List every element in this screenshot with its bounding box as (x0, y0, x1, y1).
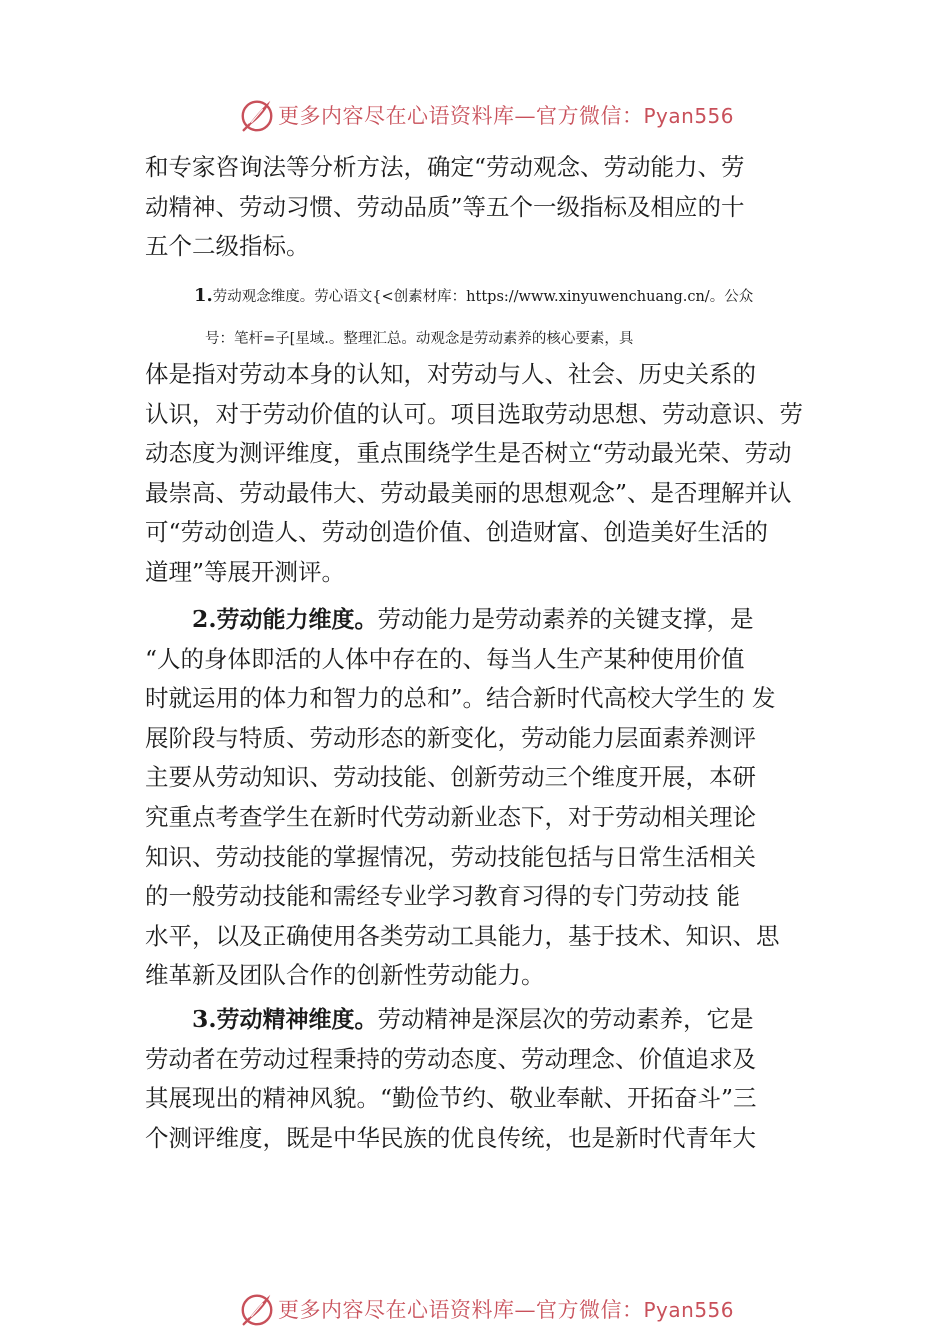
text-line: 和专家咨询法等分析方法，确定“劳动观念、劳动能力、劳 (145, 153, 745, 181)
intro-paragraph (145, 148, 815, 267)
text-line: 展阶段与特质、劳动形态的新变化，劳动能力层面素养测评 (145, 723, 756, 752)
section3-number: 3. (192, 1005, 217, 1033)
feather-pen-logo-icon (238, 1290, 276, 1328)
section3-first-line: 3.劳动精神维度。劳动精神是深层次的劳动素养，它是 (192, 1005, 754, 1033)
text-line: 动精神、劳动习惯、劳动品质”等五个一级指标及相应的十 (145, 192, 745, 221)
text-line: 维革新及团队合作的创新性劳动能力。 (145, 961, 545, 990)
section2-first-line: 2.劳动能力维度。劳动能力是劳动素养的关键支撑，是 (192, 605, 754, 633)
section1-small-line-1: 1.劳动观念维度。劳心语文{<创素材库：https://www.xinyuwenchuang.cn/。公众 (194, 285, 754, 306)
banner-text: 更多内容尽在心语资料库—官方微信：Pyan556 (278, 104, 735, 128)
text-line: “人的身体即活的人体中存在的、每当人生产某种使用价值 (145, 644, 745, 673)
section2-heading: 劳动能力维度。 (216, 607, 378, 633)
section1-small-line-2: 号：笔杆=子[星域.。整理汇总。动观念是劳动素养的核心要素，具 (205, 331, 634, 347)
text-line: 动态度为测评维度，重点围绕学生是否树立“劳动最光荣、劳动 (145, 439, 792, 468)
section3-paragraph (145, 1000, 815, 1158)
header-watermark-banner (0, 93, 950, 137)
footer-watermark-banner (0, 1287, 950, 1331)
text-line: 的一般劳动技能和需经专业学习教育习得的专门劳动技 能 (145, 882, 740, 911)
section1-number: 1. (194, 285, 213, 306)
text-line: 其展现出的精神风貌。“勤俭节约、敬业奉献、开拓奋斗”三 (145, 1084, 757, 1113)
text-line: 体是指对劳动本身的认知，对劳动与人、社会、历史关系的 (145, 360, 756, 388)
text-line: 认识，对于劳动价值的认可。项目选取劳动思想、劳动意识、劳 (145, 399, 803, 428)
section2-paragraph (145, 600, 815, 996)
feather-pen-logo-icon (238, 96, 276, 134)
section3-heading: 劳动精神维度。 (216, 1007, 378, 1033)
text-line: 可“劳动创造人、劳动创造价值、创造财富、创造美好生活的 (145, 518, 769, 547)
text-line: 时就运用的体力和智力的总和”。结合新时代高校大学生的 发 (145, 684, 776, 713)
text-line: 水平，以及正确使用各类劳动工具能力，基于技术、知识、思 (145, 921, 780, 950)
text-line: 知识、劳动技能的掌握情况，劳动技能包括与日常生活相关 (145, 842, 756, 871)
text-line: 五个二级指标。 (145, 232, 310, 261)
text-line: 个测评维度，既是中华民族的优良传统，也是新时代青年大 (145, 1123, 756, 1152)
text-line: 主要从劳动知识、劳动技能、创新劳动三个维度开展，本研 (145, 763, 756, 792)
text-line: 劳动者在劳动过程秉持的劳动态度、劳动理念、价值追求及 (145, 1044, 756, 1073)
text-line: 究重点考查学生在新时代劳动新业态下，对于劳动相关理论 (145, 802, 756, 831)
banner-text: 更多内容尽在心语资料库—官方微信：Pyan556 (278, 1298, 735, 1322)
section1-paragraph (145, 355, 815, 593)
text-line: 道理”等展开测评。 (145, 557, 346, 586)
text-line: 最崇高、劳动最伟大、劳动最美丽的思想观念”、是否理解并认 (145, 478, 792, 507)
section2-number: 2. (192, 605, 217, 633)
